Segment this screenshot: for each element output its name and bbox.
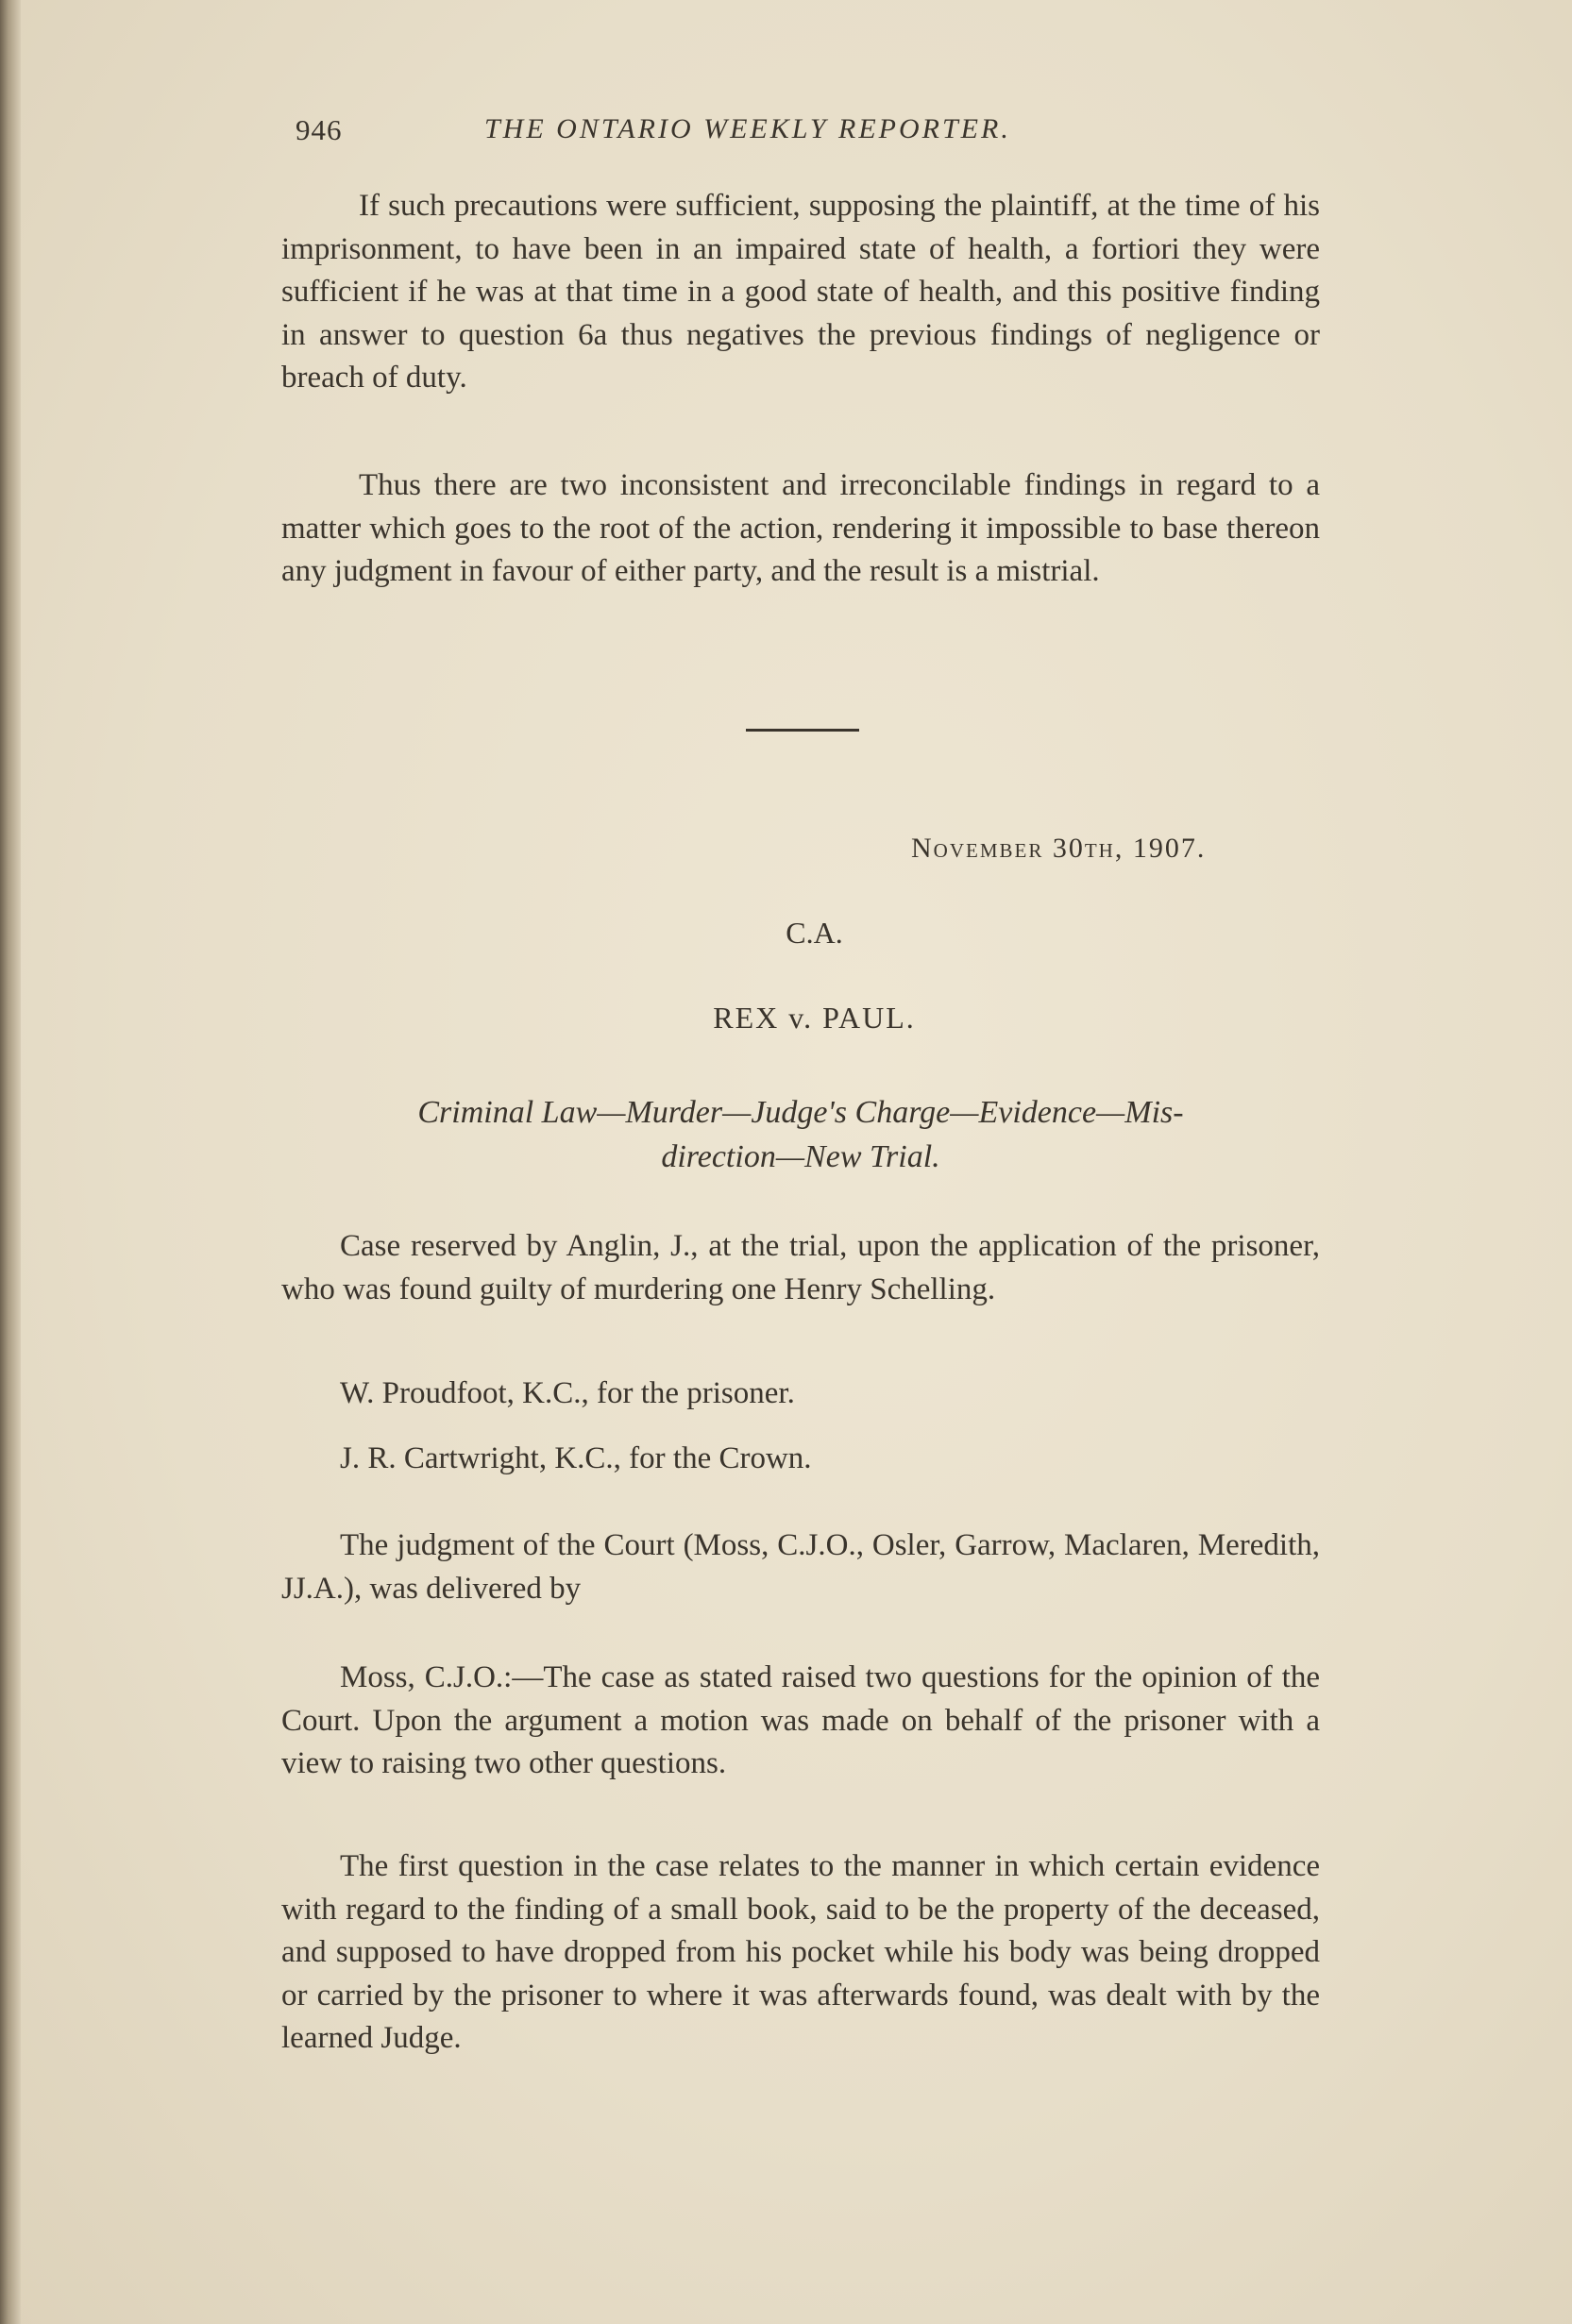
page-number: 946 xyxy=(296,113,343,146)
headnote-line-1: Criminal Law—Murder—Judge's Charge—Evidence—Mis- xyxy=(417,1095,1184,1130)
case-reserved-paragraph: Case reserved by Anglin, J., at the trial, upon the application of the prisoner, who was found guilty of murdering one Henry Schelling. xyxy=(281,1229,1320,1306)
case-date: November 30th, 1907. xyxy=(911,833,1207,864)
paragraph-precautions: If such precautions were sufficient, supposing the plaintiff, at the time of his imprisonment, to have been in an impaired state of health, a fortiori they were sufficient if he was at that time in a good state of health, and this positive finding in answer to question 6a thus negatives the previous findings of negligence or breach of duty. xyxy=(281,189,1320,395)
judgment-intro: The judgment of the Court (Moss, C.J.O., Osler, Garrow, Maclaren, Meredith, JJ.A.), was delivered by xyxy=(281,1528,1320,1606)
section-divider xyxy=(746,729,859,732)
binding-edge xyxy=(0,0,21,2324)
counsel-crown: J. R. Cartwright, K.C., for the Crown. xyxy=(340,1441,812,1475)
case-title: REX v. PAUL. xyxy=(713,1001,916,1035)
page-header xyxy=(296,106,1315,153)
headnote-line-2: direction—New Trial. xyxy=(661,1139,940,1174)
opinion-paragraph-1: Moss, C.J.O.:—The case as stated raised two questions for the opinion of the Court. Upon the argument a motion was made on behalf of the prisoner with a view to raising two other questions. xyxy=(281,1660,1320,1780)
opinion-paragraph-2: The first question in the case relates to the manner in which certain evidence with regard to the finding of a small book, said to be the property of the deceased, and supposed to have dropped from his pocket while his body was being dropped or carried by the prisoner to where it was afterwards found, was dealt with by the learned Judge. xyxy=(281,1849,1320,2055)
court-abbreviation: C.A. xyxy=(786,916,843,950)
paragraph-mistrial: Thus there are two inconsistent and irreconcilable findings in regard to a matter which goes to the root of the action, rendering it impossible to base thereon any judgment in favour of either party, and the result is a mistrial. xyxy=(281,468,1320,588)
running-title: THE ONTARIO WEEKLY REPORTER. xyxy=(484,113,1011,144)
counsel-prisoner: W. Proudfoot, K.C., for the prisoner. xyxy=(340,1376,795,1410)
headnote xyxy=(281,1090,1320,1179)
